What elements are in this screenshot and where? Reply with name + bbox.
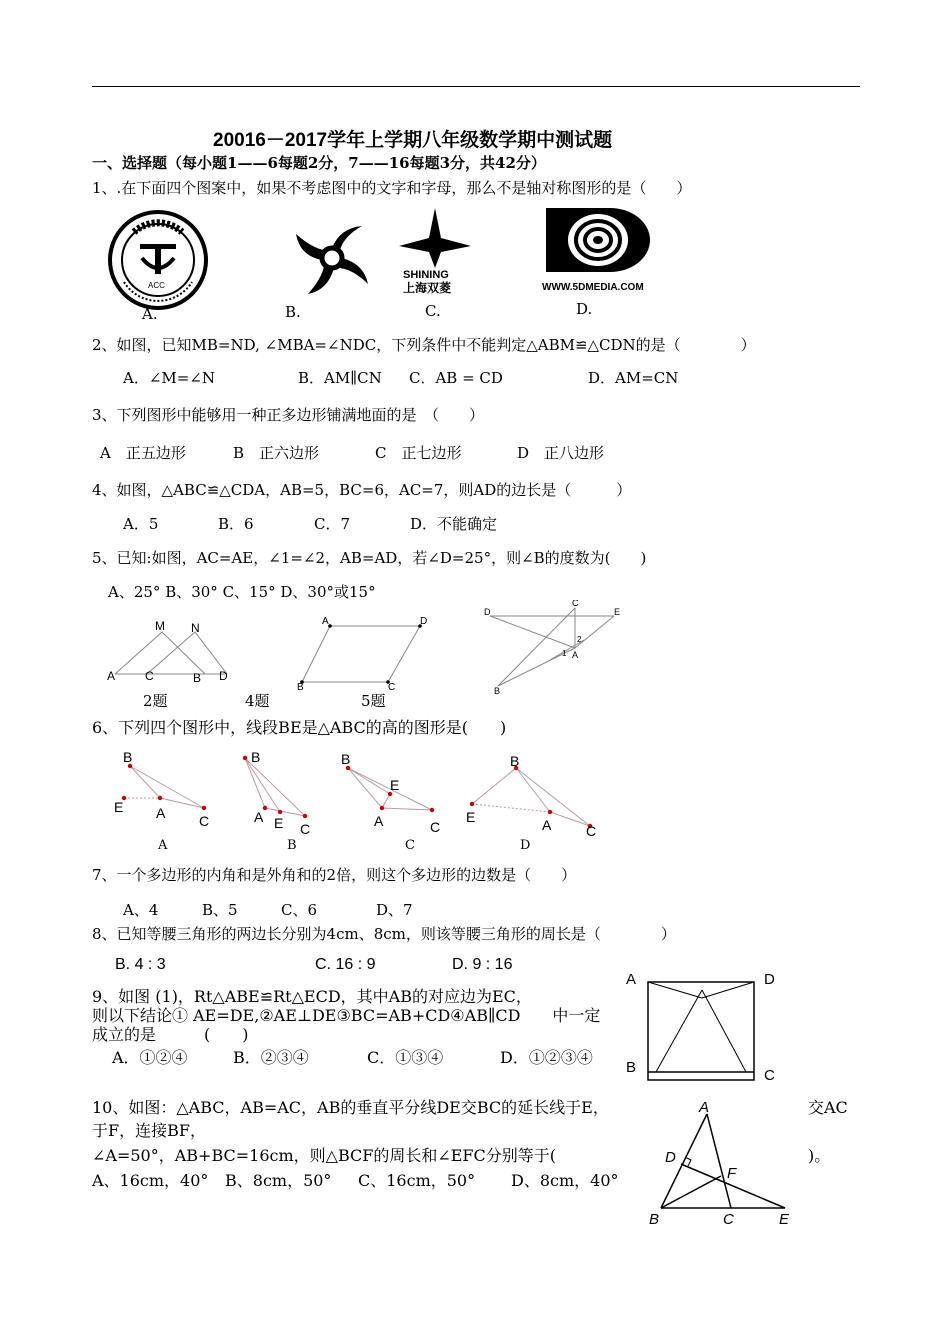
q7-option-d[interactable]: D、7 bbox=[376, 901, 413, 919]
q10-option-c[interactable]: C、16cm，50° bbox=[358, 1171, 476, 1190]
figure-q9 bbox=[622, 968, 802, 1088]
q1-label-c: C. bbox=[425, 302, 441, 320]
q6c-b: B bbox=[341, 751, 351, 767]
question-2: 2、如图，已知MB=ND, ∠MBA=∠NDC，下列条件中不能判定△ABM≌△CDN的是（ ） bbox=[92, 336, 756, 354]
q7-option-c[interactable]: C、6 bbox=[281, 901, 318, 919]
fig-caption-2: 2题 bbox=[143, 692, 168, 710]
q6a-e: E bbox=[114, 799, 124, 815]
f4-pt-a: A bbox=[322, 616, 329, 627]
q8-option-c[interactable]: C. 16 : 9 bbox=[315, 956, 376, 973]
question-8: 8、已知等腰三角形的两边长分别为4cm、8cm，则该等腰三角形的周长是（ ） bbox=[92, 925, 676, 943]
q6b-a: A bbox=[254, 809, 264, 825]
q6b-c: C bbox=[300, 821, 311, 837]
q6d-b: B bbox=[510, 753, 520, 769]
figure-q10 bbox=[645, 1100, 805, 1230]
q2-option-c[interactable]: C．AB = CD bbox=[409, 369, 503, 387]
question-10-line3: ∠A=50°，AB+BC=16cm，则△BCF的周长和∠EFC分别等于( bbox=[92, 1146, 557, 1165]
logo-c-text2: 上海双菱 bbox=[403, 281, 452, 295]
f5-pt-b: B bbox=[494, 686, 501, 695]
q4-option-c[interactable]: C．7 bbox=[314, 515, 351, 533]
q4-option-a[interactable]: A．5 bbox=[123, 515, 159, 533]
q6-caption-c: C bbox=[405, 838, 415, 853]
q2-option-b[interactable]: B．AM∥CN bbox=[298, 369, 382, 387]
q6-figure-c bbox=[341, 751, 440, 835]
q6b-e: E bbox=[274, 815, 284, 831]
f5-pt-1: 1 bbox=[562, 649, 567, 658]
fig-caption-5: 5题 bbox=[361, 692, 386, 710]
f5-pt-a: A bbox=[572, 650, 579, 660]
seal-text: ACC bbox=[148, 281, 165, 290]
q6-figure-d bbox=[466, 753, 596, 839]
lawyers-seal-icon bbox=[104, 206, 214, 316]
q10-option-a[interactable]: A、16cm，40° bbox=[92, 1171, 209, 1190]
q6-figure-b bbox=[243, 749, 310, 837]
q3-option-b[interactable]: B 正六边形 bbox=[233, 444, 320, 462]
q1-label-d: D. bbox=[576, 300, 593, 318]
question-9-line1: 9、如图 (1)，Rt△ABE≌Rt△ECD，其中AB的对应边为EC， bbox=[92, 987, 532, 1006]
f2-pt-a: A bbox=[107, 669, 116, 683]
q1-label-b: B. bbox=[285, 303, 301, 321]
q7-option-b[interactable]: B、5 bbox=[202, 901, 238, 919]
header-rule bbox=[92, 86, 860, 87]
f2-pt-c: C bbox=[145, 669, 154, 683]
section-heading: 一、选择题（每小题1——6每题2分，7——16每题3分，共42分） bbox=[92, 154, 546, 172]
question-5: 5、已知:如图，AC=AE，∠1=∠2，AB=AD，若∠D=25°，则∠B的度数为( ) bbox=[92, 549, 647, 567]
q3-option-d[interactable]: D 正八边形 bbox=[517, 444, 605, 462]
q9-pt-c: C bbox=[764, 1067, 775, 1084]
q4-option-d[interactable]: D．不能确定 bbox=[410, 515, 498, 533]
q6a-a: A bbox=[156, 805, 166, 821]
question-10-line1: 10、如图：△ABC，AB=AC，AB的垂直平分线DE交BC的延长线于E， bbox=[92, 1098, 609, 1117]
q2-option-a[interactable]: A．∠M=∠N bbox=[123, 369, 216, 387]
f4-pt-d: D bbox=[420, 616, 428, 627]
figure-q2 bbox=[105, 618, 255, 688]
q6-figure-a bbox=[114, 749, 209, 829]
q6a-b: B bbox=[123, 749, 133, 765]
q6d-a: A bbox=[542, 817, 552, 833]
shining-logo-icon bbox=[395, 206, 475, 296]
q6d-e: E bbox=[466, 809, 476, 825]
logo-c-text1: SHINING bbox=[403, 269, 449, 281]
q6b-b: B bbox=[251, 749, 261, 765]
question-9-line2: 则以下结论① AE=DE,②AE⊥DE③BC=AB+CD④AB∥CD 中一定 bbox=[92, 1006, 601, 1025]
q9-option-b[interactable]: B．②③④ bbox=[233, 1048, 309, 1067]
q9-option-c[interactable]: C．①③④ bbox=[367, 1048, 444, 1067]
q1-label-a: A. bbox=[142, 305, 158, 323]
f2-pt-n: N bbox=[191, 621, 200, 635]
q6a-c: C bbox=[199, 813, 210, 829]
q8-option-d[interactable]: D. 9 : 16 bbox=[452, 956, 513, 973]
q9-option-d[interactable]: D．①②③④ bbox=[500, 1048, 593, 1067]
question-3: 3、下列图形中能够用一种正多边形铺满地面的是 （ ） bbox=[92, 406, 485, 424]
f5-pt-d: D bbox=[484, 607, 491, 617]
q6d-c: C bbox=[586, 823, 597, 839]
q6-caption-b: B bbox=[287, 838, 297, 853]
question-10-line1b: 交AC bbox=[808, 1098, 848, 1117]
q6c-c: C bbox=[430, 819, 441, 835]
q6-caption-d: D bbox=[520, 838, 531, 853]
q7-option-a[interactable]: A、4 bbox=[123, 901, 159, 919]
spiral-star-icon bbox=[292, 218, 372, 298]
page-title: 20016－2017学年上学期八年级数学期中测试题 bbox=[213, 130, 613, 151]
figure-q6 bbox=[110, 746, 630, 841]
q10-option-b[interactable]: B、8cm，50° bbox=[225, 1171, 332, 1190]
question-10-line2: 于F，连接BF， bbox=[92, 1121, 206, 1140]
figure-q5 bbox=[480, 600, 630, 695]
f4-pt-b: B bbox=[297, 682, 304, 690]
question-1: 1、.在下面四个图案中，如果不考虑图中的文字和字母，那么不是轴对称图形的是（ ） bbox=[92, 179, 692, 197]
q3-option-c[interactable]: C 正七边形 bbox=[375, 444, 462, 462]
q10-pt-d: D bbox=[665, 1149, 676, 1166]
f2-pt-d: D bbox=[219, 669, 228, 683]
q1-figures bbox=[92, 200, 792, 325]
q6c-a: A bbox=[374, 813, 384, 829]
f5-pt-e: E bbox=[614, 607, 621, 617]
f5-pt-c: C bbox=[572, 600, 579, 608]
q6-caption-a: A bbox=[158, 838, 168, 853]
q10-pt-e: E bbox=[779, 1211, 790, 1228]
q4-option-b[interactable]: B．6 bbox=[218, 515, 254, 533]
figure-q4 bbox=[292, 610, 442, 690]
question-9-line3: 成立的是 ( ) bbox=[92, 1025, 249, 1044]
q10-pt-a: A bbox=[699, 1100, 710, 1116]
logo-d-text: WWW.5DMEDIA.COM bbox=[542, 282, 644, 293]
f4-pt-c: C bbox=[388, 682, 396, 690]
q10-pt-c: C bbox=[723, 1211, 734, 1228]
q3-option-a[interactable]: A 正五边形 bbox=[100, 444, 186, 462]
q10-option-d[interactable]: D、8cm，40° bbox=[511, 1171, 619, 1190]
q9-pt-b: B bbox=[626, 1059, 637, 1076]
question-7: 7、一个多边形的内角和是外角和的2倍，则这个多边形的边数是（ ） bbox=[92, 866, 577, 884]
5dmedia-logo-icon bbox=[540, 204, 660, 299]
q8-option-b[interactable]: B. 4 : 3 bbox=[115, 956, 166, 973]
fig-caption-4: 4题 bbox=[245, 692, 270, 710]
question-4: 4、如图，△ABC≌△CDA，AB=5，BC=6，AC=7，则AD的边长是（ ） bbox=[92, 481, 632, 499]
q5-options: A、25° B、30° C、15° D、30°或15° bbox=[108, 583, 376, 601]
q9-option-a[interactable]: A．①②④ bbox=[112, 1048, 188, 1067]
f5-pt-2: 2 bbox=[577, 635, 582, 644]
q9-pt-d: D bbox=[764, 971, 775, 988]
question-6: 6、下列四个图形中，线段BE是△ABC的高的图形是( ) bbox=[92, 718, 507, 737]
q6c-e: E bbox=[390, 777, 400, 793]
f2-pt-b: B bbox=[193, 671, 202, 685]
q10-pt-b: B bbox=[649, 1211, 660, 1228]
q10-pt-f: F bbox=[727, 1165, 737, 1182]
question-10-line3b: )。 bbox=[808, 1146, 831, 1165]
f2-pt-m: M bbox=[155, 619, 165, 633]
q9-pt-a: A bbox=[626, 971, 637, 988]
q2-option-d[interactable]: D．AM=CN bbox=[588, 369, 679, 387]
